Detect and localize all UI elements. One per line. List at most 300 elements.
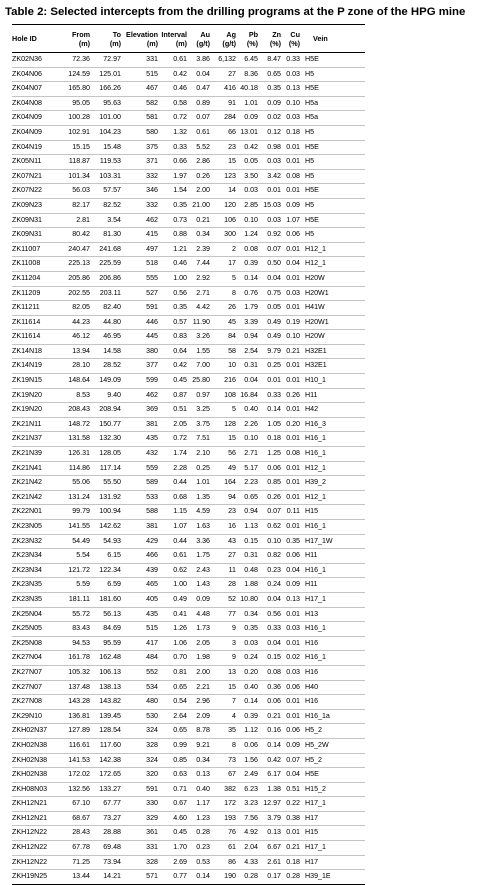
cell-pb: 1.13 [237,520,259,535]
cell-pb: 0.39 [237,709,259,724]
cell-vein: H42 [301,403,365,418]
cell-hole-id: ZKH08N03 [12,782,61,797]
cell-interval: 0.64 [159,344,188,359]
cell-vein: H16 [301,636,365,651]
cell-pb: 0.08 [237,242,259,257]
cell-au: 2.21 [188,680,211,695]
cell-vein: H5_2 [301,753,365,768]
table-header [12,25,365,53]
column-header-unit: (m) [78,38,90,48]
cell-vein: H12_1 [301,490,365,505]
column-header-from [61,25,91,53]
cell-hole-id: ZK09N31 [12,213,61,228]
cell-zn: 0.01 [259,184,282,199]
table-row [12,388,365,403]
cell-pb: 0.15 [237,534,259,549]
cell-pb: 0.65 [237,490,259,505]
cell-interval: 0.42 [159,359,188,374]
cell-interval: 0.99 [159,738,188,753]
column-header-unit: (%) [288,38,300,48]
cell-au: 0.04 [188,67,211,82]
cell-zn: 0.06 [259,695,282,710]
cell-au: 0.89 [188,96,211,111]
cell-from: 205.86 [61,271,91,286]
cell-cu: 0.22 [282,797,301,812]
cell-interval: 0.66 [159,155,188,170]
cell-elevation: 466 [122,549,159,564]
cell-ag: 67 [211,768,237,783]
cell-interval: 1.70 [159,841,188,856]
cell-cu: 0.01 [282,184,301,199]
cell-elevation: 377 [122,359,159,374]
cell-elevation: 375 [122,140,159,155]
table-row [12,724,365,739]
cell-ag: 14 [211,184,237,199]
table-row [12,447,365,462]
cell-zn: 0.04 [259,271,282,286]
cell-zn: 0.03 [259,155,282,170]
cell-hole-id: ZK23N35 [12,578,61,593]
cell-hole-id: ZK04N19 [12,140,61,155]
cell-elevation: 380 [122,344,159,359]
cell-zn: 0.21 [259,709,282,724]
cell-ag: 416 [211,82,237,97]
cell-elevation: 381 [122,520,159,535]
cell-elevation: 446 [122,315,159,330]
cell-to: 9.40 [91,388,122,403]
column-header-label: Hole ID [12,34,37,43]
cell-vein: H5E [301,184,365,199]
column-header-cu [282,25,301,53]
table-row [12,374,365,389]
cell-cu: 0.06 [282,228,301,243]
cell-au: 1.55 [188,344,211,359]
cell-pb: 5.17 [237,461,259,476]
cell-ag: 23 [211,505,237,520]
cell-pb: 2.49 [237,768,259,783]
cell-zn: 0.15 [259,651,282,666]
cell-from: 101.34 [61,169,91,184]
cell-elevation: 381 [122,417,159,432]
cell-pb: 1.79 [237,301,259,316]
cell-pb: 0.14 [237,695,259,710]
cell-ag: 61 [211,841,237,856]
cell-vein: H5 [301,228,365,243]
cell-ag: 123 [211,169,237,184]
cell-interval: 1.07 [159,520,188,535]
cell-pb: 0.94 [237,505,259,520]
cell-au: 8.78 [188,724,211,739]
cell-cu: 0.21 [282,344,301,359]
table-row [12,782,365,797]
cell-au: 3.86 [188,53,211,68]
cell-au: 2.00 [188,184,211,199]
cell-hole-id: ZK11008 [12,257,61,272]
cell-interval: 0.58 [159,96,188,111]
table-row [12,476,365,491]
cell-hole-id: ZK21N39 [12,447,61,462]
cell-to: 84.69 [91,622,122,637]
cell-interval: 0.67 [159,797,188,812]
cell-to: 14.58 [91,344,122,359]
cell-interval: 0.46 [159,257,188,272]
cell-from: 102.91 [61,125,91,140]
cell-hole-id: ZK14N19 [12,359,61,374]
table-row [12,870,365,885]
cell-ag: 128 [211,417,237,432]
cell-zn: 0.12 [259,125,282,140]
cell-au: 1.35 [188,490,211,505]
cell-ag: 5 [211,403,237,418]
table-row [12,111,365,126]
cell-ag: 49 [211,461,237,476]
cell-elevation: 591 [122,301,159,316]
cell-to: 133.27 [91,782,122,797]
cell-hole-id: ZK22N01 [12,505,61,520]
cell-from: 5.59 [61,578,91,593]
table-row [12,140,365,155]
cell-elevation: 497 [122,242,159,257]
cell-cu: 0.18 [282,125,301,140]
cell-from: 44.23 [61,315,91,330]
cell-pb: 1.01 [237,96,259,111]
cell-elevation: 591 [122,782,159,797]
cell-to: 28.88 [91,826,122,841]
cell-elevation: 432 [122,447,159,462]
cell-interval: 0.70 [159,651,188,666]
cell-to: 122.34 [91,563,122,578]
cell-ag: 91 [211,96,237,111]
table-row [12,330,365,345]
cell-elevation: 324 [122,724,159,739]
cell-vein: H5_2W [301,738,365,753]
cell-cu: 0.01 [282,271,301,286]
cell-to: 132.30 [91,432,122,447]
cell-au: 2.39 [188,242,211,257]
cell-interval: 0.44 [159,476,188,491]
cell-au: 1.75 [188,549,211,564]
cell-au: 0.97 [188,388,211,403]
cell-pb: 1.56 [237,753,259,768]
cell-elevation: 515 [122,622,159,637]
cell-pb: 0.31 [237,359,259,374]
cell-vein: H5E [301,213,365,228]
cell-to: 131.92 [91,490,122,505]
cell-interval: 0.65 [159,724,188,739]
cell-au: 0.21 [188,213,211,228]
cell-from: 28.43 [61,826,91,841]
cell-pb: 0.20 [237,665,259,680]
cell-cu: 0.10 [282,96,301,111]
cell-ag: 16 [211,520,237,535]
cell-vein: H16_1 [301,563,365,578]
cell-pb: 10.80 [237,592,259,607]
cell-cu: 0.35 [282,534,301,549]
cell-hole-id: ZK29N10 [12,709,61,724]
table-row [12,213,365,228]
cell-to: 101.00 [91,111,122,126]
cell-from: 8.53 [61,388,91,403]
cell-au: 3.75 [188,417,211,432]
cell-from: 161.78 [61,651,91,666]
cell-pb: 0.14 [237,271,259,286]
cell-interval: 0.46 [159,82,188,97]
cell-vein: H12_1 [301,461,365,476]
cell-from: 124.59 [61,67,91,82]
cell-au: 0.23 [188,841,211,856]
cell-cu: 0.01 [282,709,301,724]
cell-elevation: 462 [122,213,159,228]
cell-from: 67.10 [61,797,91,812]
cell-zn: 0.03 [259,213,282,228]
cell-interval: 0.62 [159,563,188,578]
cell-from: 114.86 [61,461,91,476]
cell-cu: 0.01 [282,695,301,710]
cell-vein: H20W1 [301,315,365,330]
cell-pb: 0.34 [237,607,259,622]
cell-cu: 0.01 [282,403,301,418]
cell-elevation: 328 [122,855,159,870]
cell-cu: 0.08 [282,169,301,184]
cell-hole-id: ZK11211 [12,301,61,316]
cell-pb: 2.23 [237,476,259,491]
cell-elevation: 555 [122,271,159,286]
cell-to: 125.01 [91,67,122,82]
cell-interval: 0.56 [159,286,188,301]
cell-zn: 0.09 [259,96,282,111]
cell-pb: 0.03 [237,184,259,199]
cell-from: 80.42 [61,228,91,243]
cell-elevation: 369 [122,403,159,418]
cell-zn: 0.18 [259,432,282,447]
cell-elevation: 320 [122,768,159,783]
cell-from: 126.31 [61,447,91,462]
cell-zn: 2.61 [259,855,282,870]
cell-au: 1.23 [188,811,211,826]
cell-from: 82.17 [61,198,91,213]
cell-from: 240.47 [61,242,91,257]
table-row [12,315,365,330]
cell-to: 73.94 [91,855,122,870]
cell-vein: H16_1a [301,709,365,724]
cell-pb: 1.12 [237,724,259,739]
cell-elevation: 559 [122,461,159,476]
cell-cu: 0.01 [282,155,301,170]
table-row [12,505,365,520]
cell-hole-id: ZKH12N22 [12,841,61,856]
column-header-unit: (m) [175,38,187,48]
cell-elevation: 324 [122,753,159,768]
cell-zn: 0.07 [259,505,282,520]
cell-from: 13.44 [61,870,91,885]
cell-pb: 0.94 [237,330,259,345]
table-row [12,53,365,68]
cell-vein: H32E1 [301,344,365,359]
cell-hole-id: ZK21N41 [12,461,61,476]
cell-elevation: 515 [122,67,159,82]
table-row [12,841,365,856]
cell-elevation: 588 [122,505,159,520]
cell-interval: 2.28 [159,461,188,476]
cell-au: 0.53 [188,855,211,870]
cell-vein: H15 [301,505,365,520]
cell-interval: 0.33 [159,140,188,155]
cell-zn: 0.33 [259,388,282,403]
cell-hole-id: ZK19N20 [12,403,61,418]
table-row [12,155,365,170]
cell-to: 225.59 [91,257,122,272]
cell-to: 3.54 [91,213,122,228]
cell-to: 95.59 [91,636,122,651]
cell-zn: 0.36 [259,680,282,695]
cell-zn: 1.25 [259,447,282,462]
table-row [12,359,365,374]
cell-au: 0.34 [188,753,211,768]
cell-zn: 0.05 [259,301,282,316]
cell-pb: 0.76 [237,286,259,301]
cell-hole-id: ZK25N05 [12,622,61,637]
cell-interval: 0.65 [159,680,188,695]
cell-zn: 0.04 [259,592,282,607]
cell-zn: 0.65 [259,67,282,82]
table-row [12,738,365,753]
cell-to: 57.57 [91,184,122,199]
cell-au: 2.05 [188,636,211,651]
cell-cu: 0.06 [282,680,301,695]
cell-hole-id: ZKH02N37 [12,724,61,739]
cell-hole-id: ZK04N08 [12,96,61,111]
cell-ag: 15 [211,432,237,447]
cell-zn: 15.03 [259,198,282,213]
cell-hole-id: ZKH02N38 [12,768,61,783]
cell-from: 131.24 [61,490,91,505]
cell-from: 181.11 [61,592,91,607]
cell-ag: 11 [211,563,237,578]
column-header-label: To [112,29,121,39]
cell-vein: H17_1W [301,534,365,549]
cell-zn: 8.47 [259,53,282,68]
column-header-interval [159,25,188,53]
cell-from: 225.13 [61,257,91,272]
table-title: Table 2: Selected intercepts from the drilling programs at the P zone of the HPG mine [5,6,466,18]
table-row [12,753,365,768]
cell-elevation: 417 [122,636,159,651]
cell-vein: H15 [301,826,365,841]
cell-hole-id: ZK21N37 [12,432,61,447]
cell-vein: H5_2 [301,724,365,739]
cell-hole-id: ZK04N09 [12,111,61,126]
column-header-unit: (g/t) [222,38,236,48]
cell-zn: 0.06 [259,461,282,476]
column-header-label: Vein [313,34,328,43]
table-row [12,797,365,812]
cell-cu: 0.01 [282,476,301,491]
cell-from: 2.81 [61,213,91,228]
cell-to: 67.77 [91,797,122,812]
cell-zn: 3.79 [259,811,282,826]
cell-au: 2.92 [188,271,211,286]
cell-au: 11.90 [188,315,211,330]
table-row [12,82,365,97]
cell-elevation: 332 [122,169,159,184]
cell-au: 7.00 [188,359,211,374]
cell-to: 82.40 [91,301,122,316]
cell-cu: 0.51 [282,782,301,797]
cell-cu: 0.06 [282,724,301,739]
cell-from: 131.58 [61,432,91,447]
cell-interval: 0.83 [159,330,188,345]
cell-au: 0.14 [188,870,211,885]
cell-pb: 4.92 [237,826,259,841]
cell-elevation: 465 [122,578,159,593]
cell-hole-id: ZK27N08 [12,695,61,710]
column-header-unit: (%) [246,38,258,48]
cell-zn: 0.33 [259,622,282,637]
cell-interval: 0.87 [159,388,188,403]
cell-from: 68.67 [61,811,91,826]
cell-vein: H12_1 [301,242,365,257]
cell-cu: 0.01 [282,359,301,374]
cell-to: 72.97 [91,53,122,68]
cell-cu: 0.19 [282,315,301,330]
cell-vein: H39_2 [301,476,365,491]
cell-pb: 0.40 [237,403,259,418]
cell-ag: 8 [211,738,237,753]
cell-ag: 9 [211,651,237,666]
cell-pb: 13.01 [237,125,259,140]
cell-interval: 0.71 [159,782,188,797]
cell-hole-id: ZKH02N38 [12,738,61,753]
table-row [12,534,365,549]
cell-to: 162.48 [91,651,122,666]
cell-interval: 1.00 [159,578,188,593]
cell-interval: 2.05 [159,417,188,432]
cell-interval: 1.21 [159,242,188,257]
cell-from: 148.72 [61,417,91,432]
cell-cu: 0.33 [282,53,301,68]
cell-from: 208.43 [61,403,91,418]
table-row [12,768,365,783]
cell-ag: 58 [211,344,237,359]
cell-zn: 0.35 [259,82,282,97]
cell-cu: 0.06 [282,549,301,564]
cell-hole-id: ZK25N04 [12,607,61,622]
cell-hole-id: ZK09N31 [12,228,61,243]
cell-ag: 6,132 [211,53,237,68]
cell-ag: 8 [211,286,237,301]
cell-zn: 0.13 [259,826,282,841]
cell-vein: H5a [301,111,365,126]
cell-to: 172.65 [91,768,122,783]
cell-vein: H17_1 [301,592,365,607]
cell-elevation: 331 [122,53,159,68]
cell-cu: 0.04 [282,257,301,272]
cell-pb: 3.39 [237,315,259,330]
cell-hole-id: ZK23N32 [12,534,61,549]
cell-cu: 0.03 [282,286,301,301]
cell-elevation: 462 [122,388,159,403]
cell-vein: H20W1 [301,286,365,301]
cell-vein: H20W [301,330,365,345]
table-row [12,607,365,622]
cell-hole-id: ZKH12N21 [12,797,61,812]
cell-ag: 23 [211,140,237,155]
cell-cu: 0.01 [282,242,301,257]
cell-hole-id: ZK23N35 [12,592,61,607]
cell-to: 142.38 [91,753,122,768]
cell-ag: 5 [211,271,237,286]
cell-elevation: 599 [122,374,159,389]
